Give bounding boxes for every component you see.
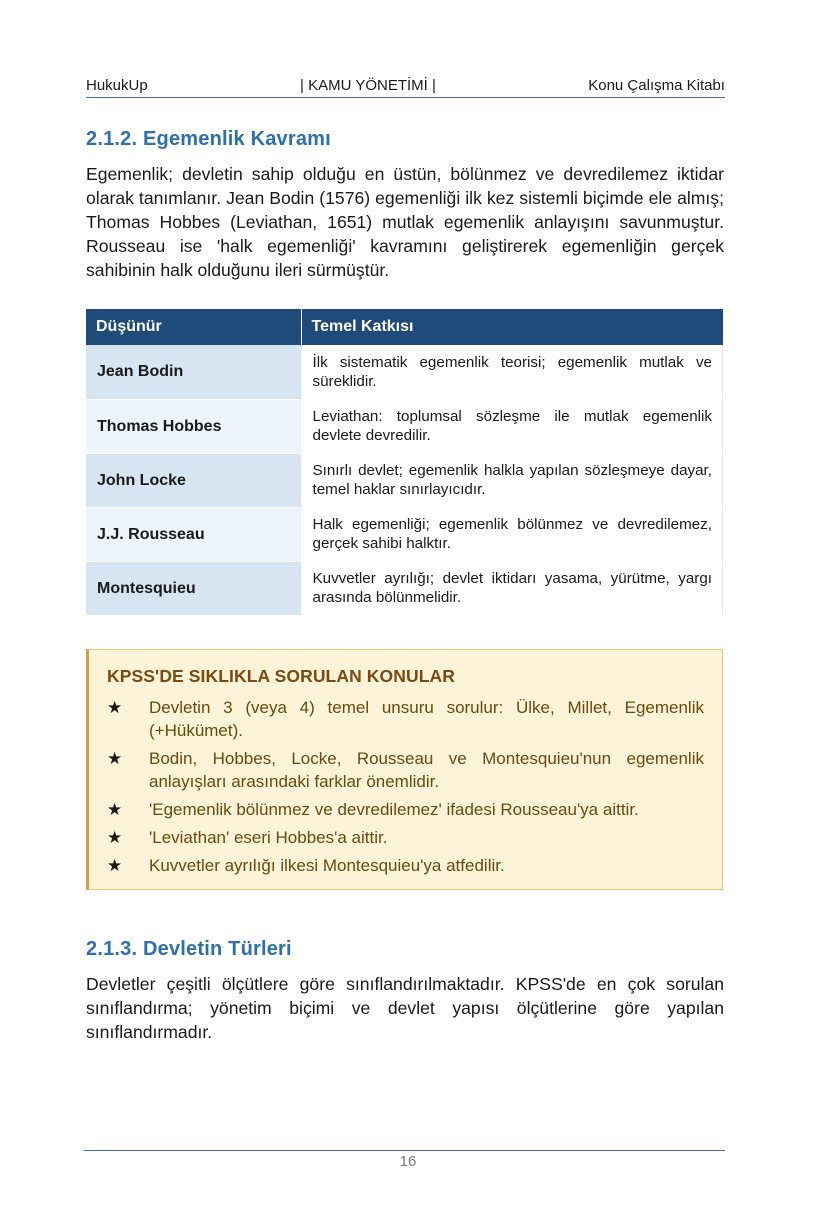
footer-divider [84, 1150, 725, 1151]
callout-title: KPSS'DE SIKLIKLA SORULAN KONULAR [107, 666, 455, 686]
page-header [86, 78, 725, 98]
table-cell-thinker: J.J. Rousseau [86, 507, 301, 561]
header-center: | KAMU YÖNETİMİ | [300, 77, 436, 94]
table-header-thinker: Düşünür [86, 309, 301, 345]
section-title-state-types: 2.1.3. Devletin Türleri [86, 938, 292, 960]
list-item [107, 747, 704, 793]
list-item-text: 'Leviathan' eseri Hobbes'a aittir. [149, 828, 388, 847]
header-right: Konu Çalışma Kitabı [588, 77, 725, 94]
list-item [107, 798, 704, 821]
table-header-row [86, 309, 723, 345]
table-cell-contribution: Kuvvetler ayrılığı; devlet iktidarı yasama, yürütme, yargı arasında bölünmelidir. [301, 561, 723, 615]
table-row [86, 399, 723, 453]
table-cell-contribution: Leviathan: toplumsal sözleşme ile mutlak egemenlik devlete devredilir. [301, 399, 723, 453]
section-paragraph-state-types: Devletler çeşitli ölçütlere göre sınıflandırılmaktadır. KPSS'de en çok sorulan sınıflandırma; yönetim biçimi ve devlet yapısı ölçütlerine göre yapılan sınıflandırmadır. [86, 974, 724, 1042]
list-item-text: 'Egemenlik bölünmez ve devredilemez' ifadesi Rousseau'ya aittir. [149, 800, 639, 819]
section-title-sovereignty: 2.1.2. Egemenlik Kavramı [86, 128, 331, 150]
header-left: HukukUp [86, 77, 148, 94]
section-paragraph-sovereignty: Egemenlik; devletin sahip olduğu en üstün, bölünmez ve devredilemez iktidar olarak tanımlanır. Jean Bodin (1576) egemenliği ilk kez sistemli biçimde ele almış; Thomas Hobbes (Leviathan, 1651) mutlak egemenlik anlayışını savunmuştur. Rousseau ise 'halk egemenliği' kavramını geliştirerek egemenliğin gerçek sahibinin halk olduğunu ileri sürmüştür. [86, 164, 724, 280]
star-icon: ★ [107, 828, 123, 847]
star-icon: ★ [107, 856, 123, 875]
thinkers-table [86, 309, 723, 616]
list-item-text: Kuvvetler ayrılığı ilkesi Montesquieu'ya atfedilir. [149, 856, 505, 875]
table-header-contribution: Temel Katkısı [301, 309, 723, 345]
table-row [86, 507, 723, 561]
table-cell-contribution: Sınırlı devlet; egemenlik halkla yapılan sözleşmeye dayar, temel haklar sınırlayıcıdır. [301, 453, 723, 507]
table-cell-thinker: John Locke [86, 453, 301, 507]
list-item [107, 696, 704, 742]
star-icon: ★ [107, 749, 123, 768]
list-item-text: Devletin 3 (veya 4) temel unsuru sorulur: Ülke, Millet, Egemenlik (+Hükümet). [149, 698, 704, 740]
table-cell-contribution: İlk sistematik egemenlik teorisi; egemenlik mutlak ve süreklidir. [301, 345, 723, 399]
table-row [86, 561, 723, 615]
list-item-text: Bodin, Hobbes, Locke, Rousseau ve Montesquieu'nun egemenlik anlayışları arasındaki farklar önemlidir. [149, 749, 704, 791]
page-number: 16 [399, 1153, 417, 1170]
star-icon: ★ [107, 698, 123, 717]
table-cell-thinker: Jean Bodin [86, 345, 301, 399]
table-row [86, 345, 723, 399]
kpss-callout-box [86, 649, 723, 890]
list-item [107, 854, 704, 877]
table-cell-thinker: Montesquieu [86, 561, 301, 615]
callout-list [107, 696, 704, 877]
list-item [107, 826, 704, 849]
table-cell-thinker: Thomas Hobbes [86, 399, 301, 453]
table-row [86, 453, 723, 507]
table-cell-contribution: Halk egemenliği; egemenlik bölünmez ve devredilemez, gerçek sahibi halktır. [301, 507, 723, 561]
star-icon: ★ [107, 800, 123, 819]
